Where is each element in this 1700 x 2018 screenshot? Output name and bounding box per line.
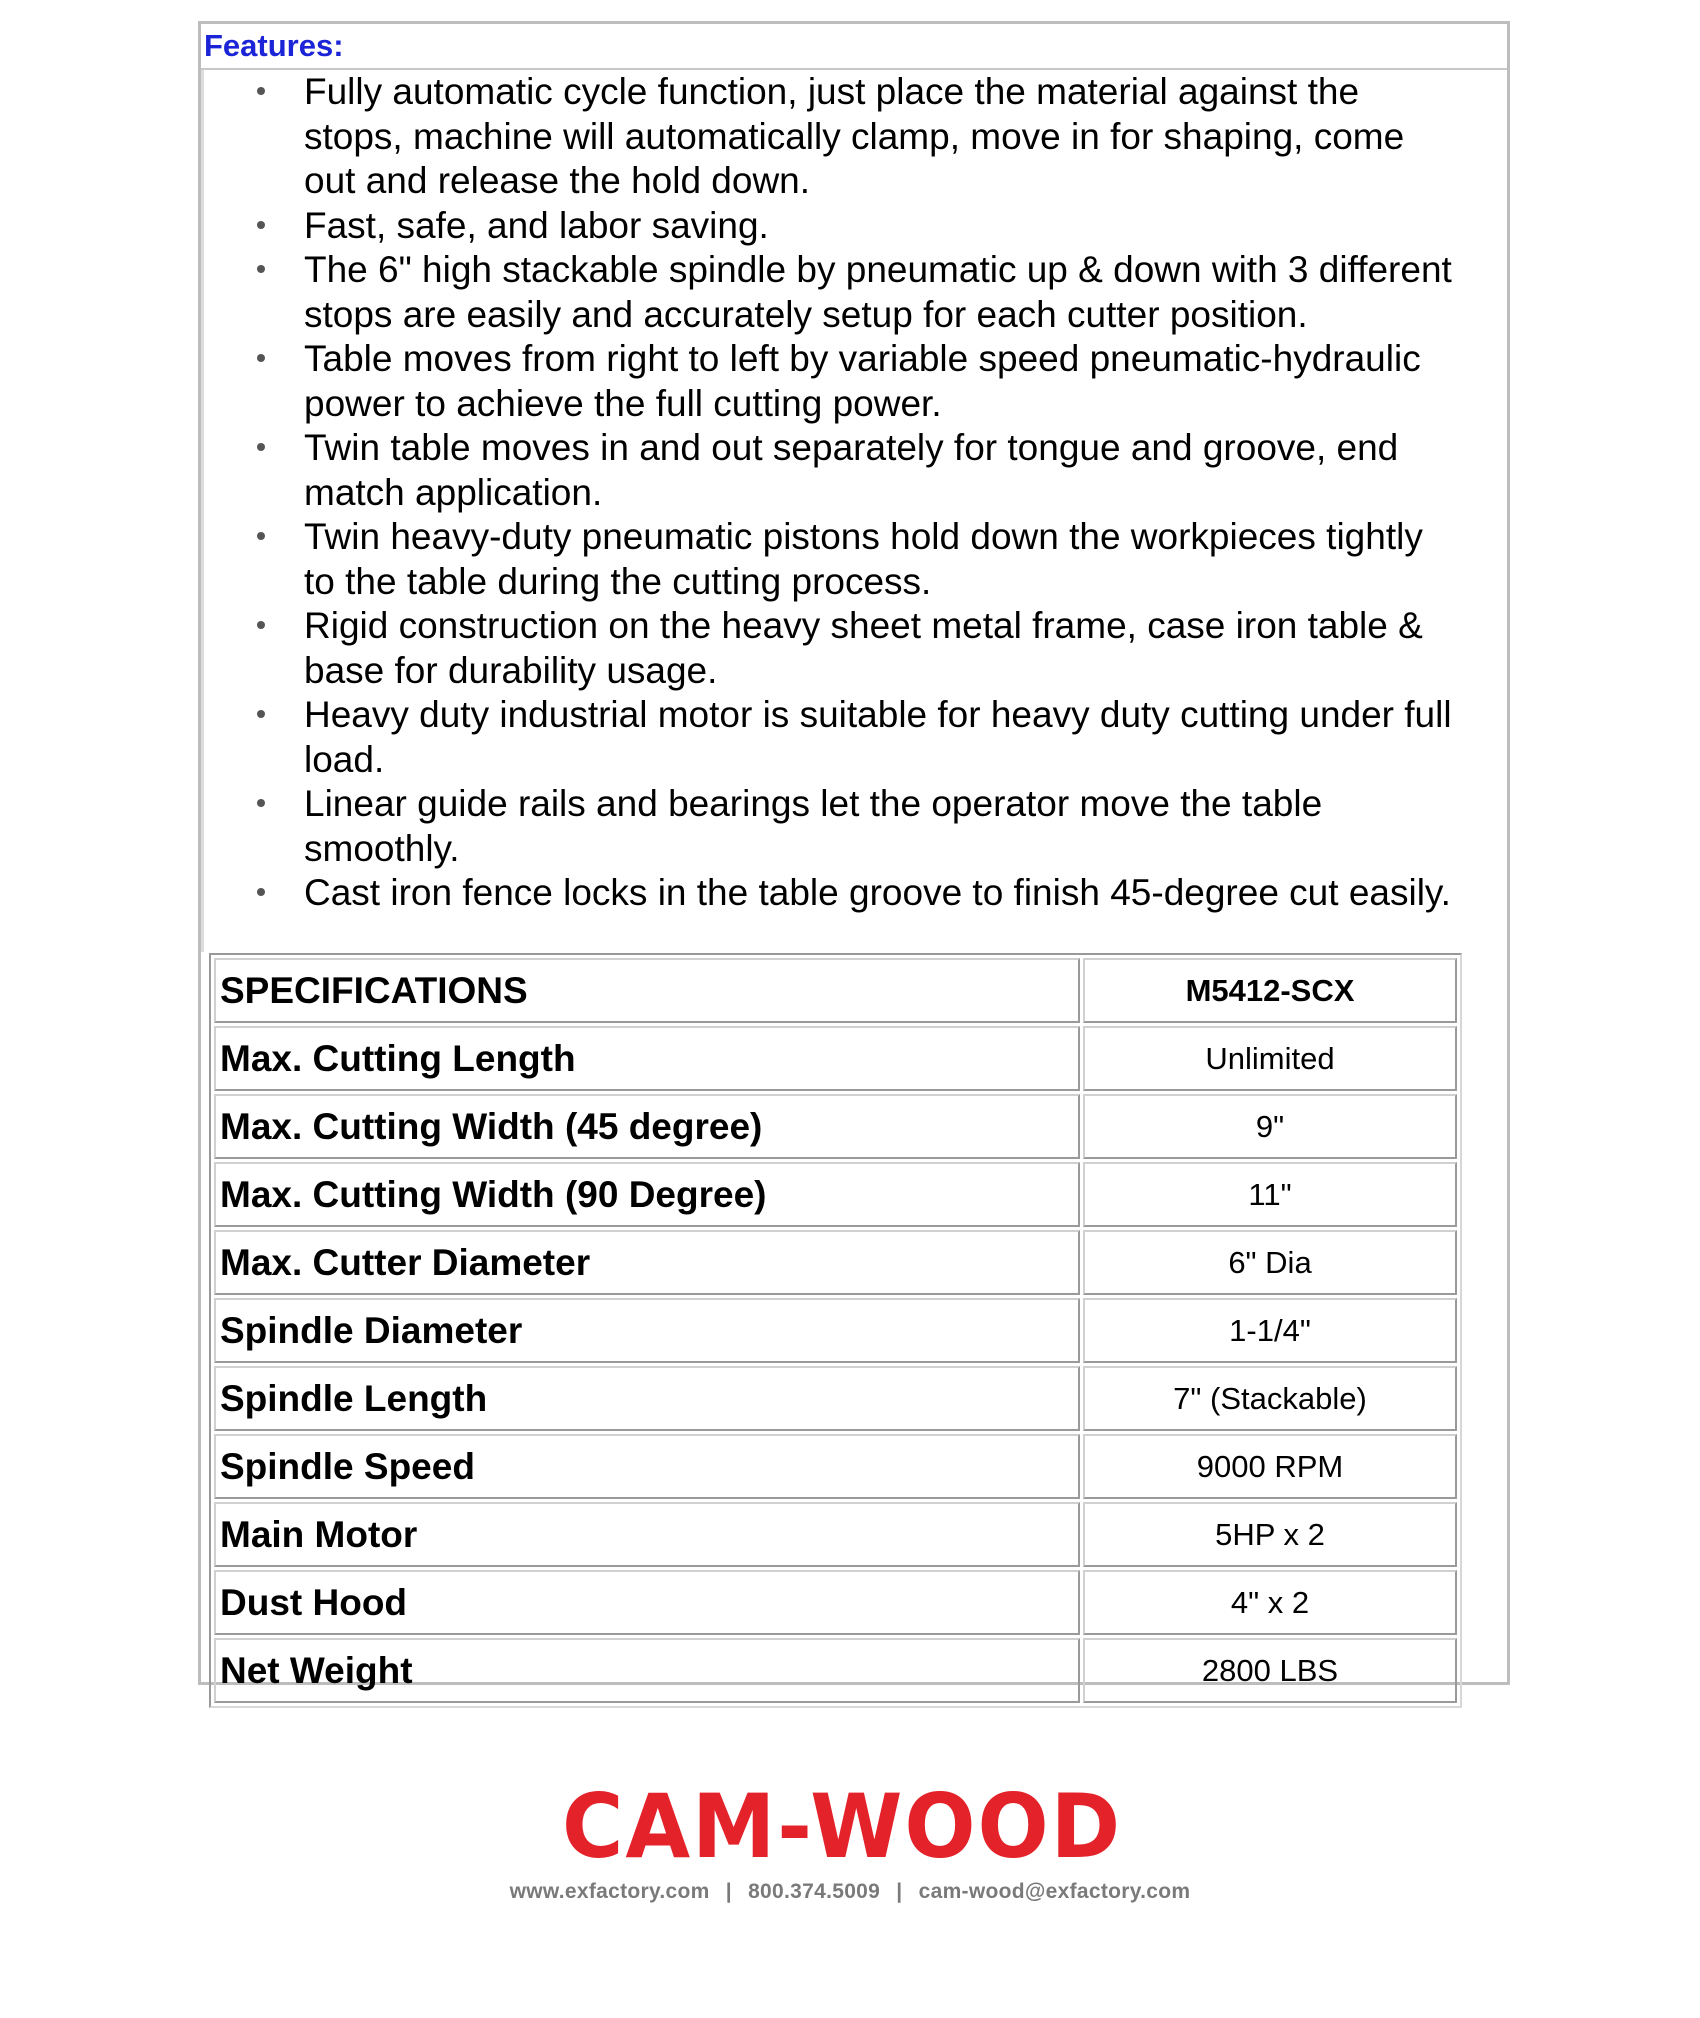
email-link[interactable]: cam-wood@exfactory.com [918, 1880, 1191, 1903]
spec-label: Spindle Speed [214, 1434, 1080, 1499]
feature-text-line: Twin table moves in and out separately for tongue and groove, end [304, 427, 1399, 468]
spec-value: 6" Dia [1083, 1230, 1457, 1295]
spec-value: 1-1/4" [1083, 1298, 1457, 1363]
feature-text-line: Fast, safe, and labor saving. [304, 204, 769, 246]
bullet-icon [257, 799, 265, 807]
feature-item [204, 782, 1514, 871]
feature-text-line: stops are easily and accurately setup for each cutter position. [304, 293, 1308, 335]
feature-item [204, 604, 1514, 693]
spec-row [214, 1026, 1457, 1091]
website-link[interactable]: www.exfactory.com [509, 1880, 710, 1903]
cam-wood-logo [558, 1785, 1126, 1863]
spec-value: 4" x 2 [1083, 1570, 1457, 1635]
feature-item [204, 70, 1514, 204]
spec-label: Max. Cutting Width (45 degree) [214, 1094, 1080, 1159]
spec-header-row [214, 958, 1457, 1023]
bullet-icon [257, 888, 265, 896]
spec-value: 11" [1083, 1162, 1457, 1227]
bullet-icon [257, 265, 265, 273]
feature-text-line: match application. [304, 471, 603, 513]
feature-text-line: out and release the hold down. [304, 160, 811, 201]
spec-label: Spindle Diameter [214, 1298, 1080, 1363]
feature-item [204, 426, 1514, 515]
feature-text-line: to the table during the cutting process. [304, 560, 932, 602]
spec-label: Max. Cutter Diameter [214, 1230, 1080, 1295]
spec-value: Unlimited [1083, 1026, 1457, 1091]
spec-value: 9" [1083, 1094, 1457, 1159]
phone-number[interactable]: 800.374.5009 [748, 1880, 881, 1903]
feature-text-line: Cast iron fence locks in the table groove to finish 45-degree cut easily. [304, 872, 1451, 913]
specifications-table [209, 953, 1462, 1708]
spec-header-model: M5412-SCX [1083, 958, 1457, 1023]
spec-row [214, 1162, 1457, 1227]
spec-label: Dust Hood [214, 1570, 1080, 1635]
document-frame [198, 21, 1510, 1691]
feature-text-line: Linear guide rails and bearings let the operator move the table [304, 783, 1323, 824]
footer-separator: | [896, 1880, 903, 1903]
feature-item [204, 337, 1514, 426]
logo-wordmark: CAM-WOOD [562, 1785, 1122, 1863]
feature-text-line: smoothly. [304, 827, 460, 869]
feature-text-line: stops, machine will automatically clamp, move in for shaping, come [304, 115, 1405, 157]
spec-header-label: SPECIFICATIONS [214, 958, 1080, 1023]
feature-item [204, 248, 1514, 337]
bullet-icon [257, 221, 265, 229]
spec-row [214, 1094, 1457, 1159]
bullet-icon [257, 443, 265, 451]
spec-row [214, 1570, 1457, 1635]
feature-item [204, 204, 1514, 249]
spec-label: Main Motor [214, 1502, 1080, 1567]
spec-label: Max. Cutting Width (90 Degree) [214, 1162, 1080, 1227]
features-header [201, 24, 1507, 70]
spec-label: Net Weight [214, 1638, 1080, 1703]
spec-value: 9000 RPM [1083, 1434, 1457, 1499]
feature-item [204, 693, 1514, 782]
spec-value: 5HP x 2 [1083, 1502, 1457, 1567]
feature-text-line: The 6" high stackable spindle by pneumatic up & down with 3 different [304, 249, 1452, 290]
feature-text-line: Rigid construction on the heavy sheet metal frame, case iron table & [304, 605, 1423, 646]
spec-row [214, 1230, 1457, 1295]
bullet-icon [257, 354, 265, 362]
spec-row [214, 1434, 1457, 1499]
bullet-icon [257, 710, 265, 718]
footer-separator: | [725, 1880, 732, 1903]
contact-footer [0, 1880, 1700, 1904]
feature-list [201, 70, 1507, 952]
spec-row [214, 1298, 1457, 1363]
spec-row [214, 1638, 1457, 1703]
spec-row [214, 1502, 1457, 1567]
bullet-icon [257, 87, 265, 95]
features-title: Features: [204, 28, 344, 63]
spec-value: 7" (Stackable) [1083, 1366, 1457, 1431]
spec-row [214, 1366, 1457, 1431]
spec-label: Max. Cutting Length [214, 1026, 1080, 1091]
bullet-icon [257, 621, 265, 629]
feature-item [204, 515, 1514, 604]
feature-text-line: Twin heavy-duty pneumatic pistons hold down the workpieces tightly [304, 516, 1423, 557]
bullet-icon [257, 532, 265, 540]
feature-text-line: power to achieve the full cutting power. [304, 382, 942, 424]
feature-text-line: Table moves from right to left by variable speed pneumatic-hydraulic [304, 338, 1421, 379]
feature-item [204, 871, 1514, 916]
feature-text-line: Heavy duty industrial motor is suitable for heavy duty cutting under full [304, 694, 1452, 735]
feature-text-line: base for durability usage. [304, 649, 718, 691]
spec-label: Spindle Length [214, 1366, 1080, 1431]
feature-text-line: load. [304, 738, 385, 780]
feature-text-line: Fully automatic cycle function, just place the material against the [304, 71, 1360, 112]
spec-value: 2800 LBS [1083, 1638, 1457, 1703]
